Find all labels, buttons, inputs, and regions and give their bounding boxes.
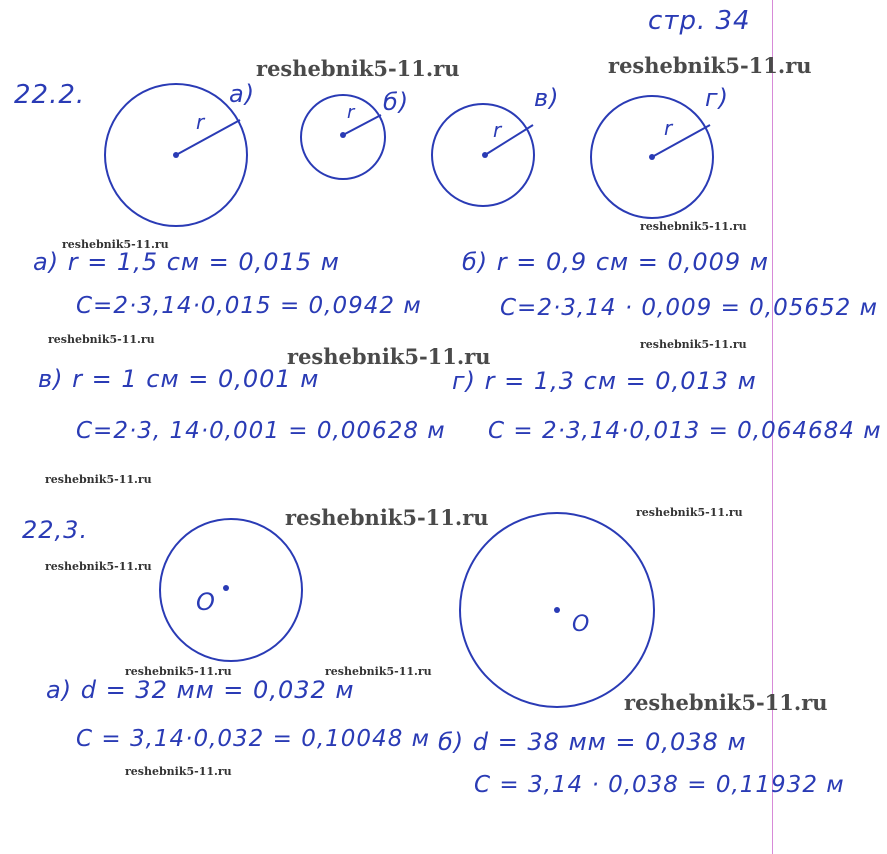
line-22-3-b-1: б) d = 38 мм = 0,038 м bbox=[438, 728, 747, 756]
watermark: reshebnik5-11.ru bbox=[48, 333, 155, 346]
radius-a bbox=[176, 120, 240, 155]
center-22-3-b bbox=[554, 607, 560, 613]
circle-label-g: г) bbox=[705, 84, 729, 112]
watermark: reshebnik5-11.ru bbox=[125, 665, 232, 678]
line-g-2: C = 2·3,14·0,013 = 0,064684 м bbox=[488, 418, 882, 444]
line-a-2: C=2·3,14·0,015 = 0,0942 м bbox=[76, 293, 422, 319]
page-label: стр. 34 bbox=[648, 6, 751, 36]
line-v-2: C=2·3, 14·0,001 = 0,00628 м bbox=[76, 418, 446, 444]
watermark: reshebnik5-11.ru bbox=[45, 473, 152, 486]
line-b-2: C=2·3,14 · 0,009 = 0,05652 м bbox=[500, 295, 878, 321]
watermark: reshebnik5-11.ru bbox=[285, 505, 489, 530]
watermark: reshebnik5-11.ru bbox=[45, 560, 152, 573]
radius-label: r bbox=[493, 118, 503, 142]
task-number-22-2: 22.2. bbox=[14, 80, 86, 110]
radius-g bbox=[652, 125, 710, 157]
center-22-3-a bbox=[223, 585, 229, 591]
watermark: reshebnik5-11.ru bbox=[287, 344, 491, 369]
circle-label-a: а) bbox=[229, 80, 256, 108]
line-a-1: а) r = 1,5 см = 0,015 м bbox=[33, 248, 340, 276]
watermark: reshebnik5-11.ru bbox=[325, 665, 432, 678]
radius-label: r bbox=[196, 110, 206, 134]
center-label-a: O bbox=[196, 588, 216, 616]
line-b-1: б) r = 0,9 см = 0,009 м bbox=[462, 248, 769, 276]
center-v bbox=[482, 152, 488, 158]
watermark: reshebnik5-11.ru bbox=[608, 53, 812, 78]
circle-label-v: в) bbox=[534, 84, 560, 112]
center-label-b: O bbox=[572, 612, 591, 637]
line-22-3-a-2: C = 3,14·0,032 = 0,10048 м bbox=[76, 726, 430, 752]
line-v-1: в) r = 1 см = 0,001 м bbox=[38, 365, 320, 393]
watermark: reshebnik5-11.ru bbox=[125, 765, 232, 778]
center-a bbox=[173, 152, 179, 158]
center-b bbox=[340, 132, 346, 138]
radius-label: r bbox=[347, 102, 356, 123]
line-22-3-a-1: а) d = 32 мм = 0,032 м bbox=[46, 676, 355, 704]
line-g-1: г) r = 1,3 см = 0,013 м bbox=[452, 367, 757, 395]
watermark: reshebnik5-11.ru bbox=[624, 690, 828, 715]
watermark: reshebnik5-11.ru bbox=[256, 56, 460, 81]
watermark: reshebnik5-11.ru bbox=[62, 238, 169, 251]
radius-label: r bbox=[664, 116, 674, 140]
watermark: reshebnik5-11.ru bbox=[640, 220, 747, 233]
circle-label-b: б) bbox=[383, 88, 410, 116]
center-g bbox=[649, 154, 655, 160]
circle-22-3-a bbox=[160, 519, 302, 661]
line-22-3-b-2: C = 3,14 · 0,038 = 0,11932 м bbox=[474, 772, 845, 798]
watermark: reshebnik5-11.ru bbox=[636, 506, 743, 519]
watermark: reshebnik5-11.ru bbox=[640, 338, 747, 351]
task-number-22-3: 22,3. bbox=[22, 516, 89, 544]
